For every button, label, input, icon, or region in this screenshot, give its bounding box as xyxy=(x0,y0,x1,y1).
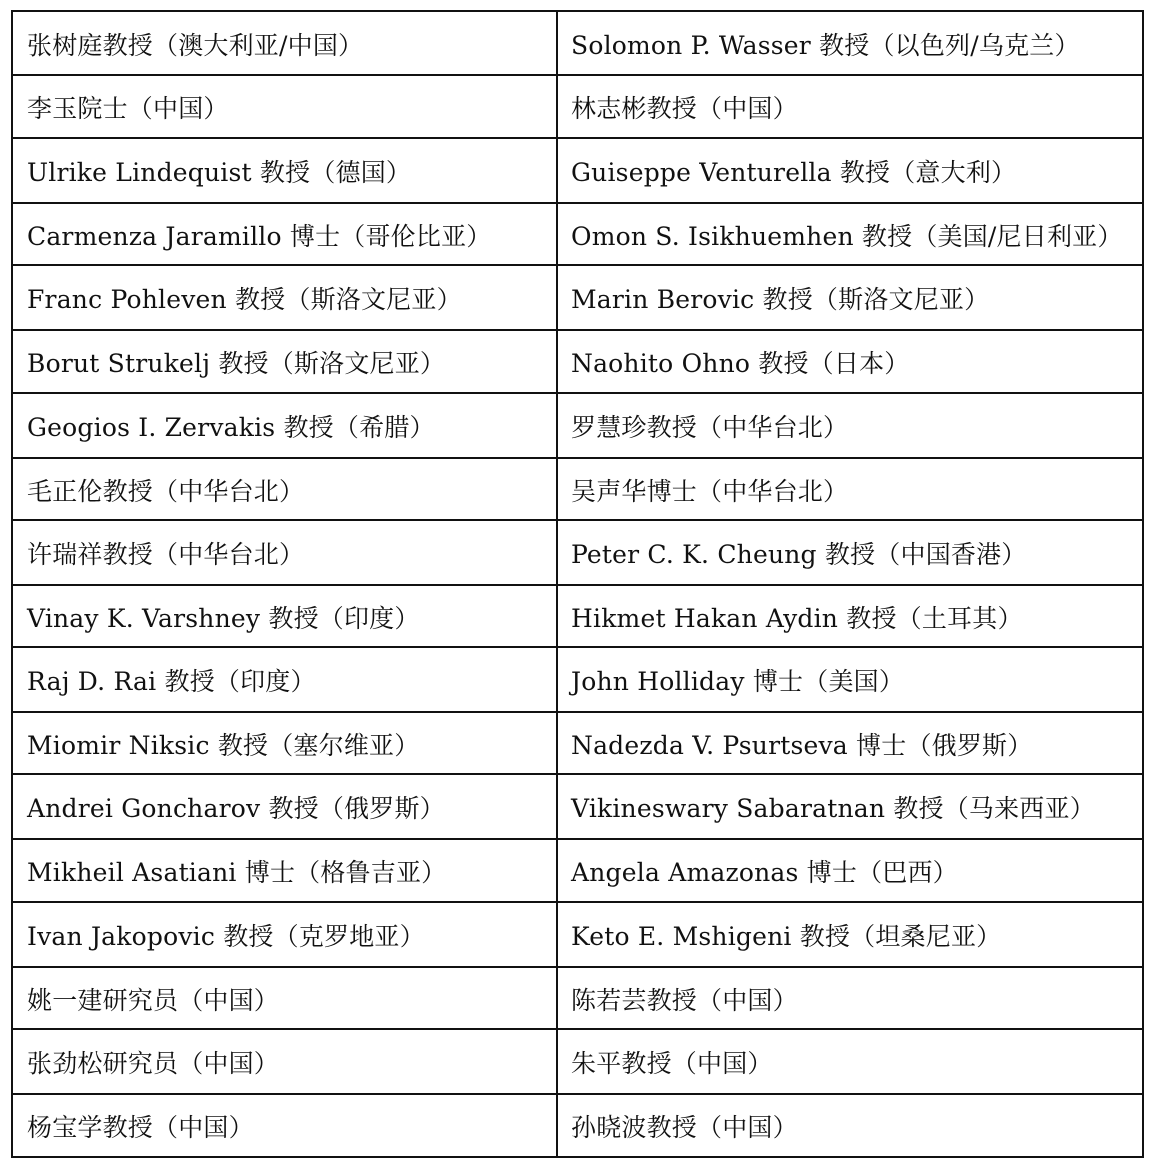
name-cell-left: Carmenza Jaramillo 博士（哥伦比亚） xyxy=(12,203,557,265)
name-cell-right: Peter C. K. Cheung 教授（中国香港） xyxy=(557,520,1143,585)
name-cell-left: 张劲松研究员（中国） xyxy=(12,1029,557,1094)
name-cell-left: 毛正伦教授（中华台北） xyxy=(12,458,557,520)
table-row xyxy=(12,967,1143,1029)
name-cell-left: Andrei Goncharov 教授（俄罗斯） xyxy=(12,774,557,839)
table-row xyxy=(12,393,1143,458)
name-cell-right: Marin Berovic 教授（斯洛文尼亚） xyxy=(557,265,1143,330)
name-cell-left: Ulrike Lindequist 教授（德国） xyxy=(12,138,557,203)
table-row xyxy=(12,774,1143,839)
name-cell-left: 许瑞祥教授（中华台北） xyxy=(12,520,557,585)
name-cell-right: John Holliday 博士（美国） xyxy=(557,647,1143,712)
name-cell-right: Hikmet Hakan Aydin 教授（土耳其） xyxy=(557,585,1143,647)
table-row xyxy=(12,330,1143,393)
name-cell-left: 李玉院士（中国） xyxy=(12,75,557,138)
name-cell-left: 张树庭教授（澳大利亚/中国） xyxy=(12,11,557,75)
name-cell-right: Guiseppe Venturella 教授（意大利） xyxy=(557,138,1143,203)
member-table-body xyxy=(12,11,1143,1157)
name-cell-right: 罗慧珍教授（中华台北） xyxy=(557,393,1143,458)
table-row xyxy=(12,712,1143,774)
name-cell-right: 孙晓波教授（中国） xyxy=(557,1094,1143,1157)
name-cell-left: Miomir Niksic 教授（塞尔维亚） xyxy=(12,712,557,774)
table-row xyxy=(12,75,1143,138)
table-row xyxy=(12,1029,1143,1094)
table-row xyxy=(12,203,1143,265)
name-cell-right: Naohito Ohno 教授（日本） xyxy=(557,330,1143,393)
name-cell-left: Vinay K. Varshney 教授（印度） xyxy=(12,585,557,647)
name-cell-left: Franc Pohleven 教授（斯洛文尼亚） xyxy=(12,265,557,330)
name-cell-left: 杨宝学教授（中国） xyxy=(12,1094,557,1157)
document-page xyxy=(11,10,1142,1158)
name-cell-left: 姚一建研究员（中国） xyxy=(12,967,557,1029)
table-row xyxy=(12,265,1143,330)
table-row xyxy=(12,11,1143,75)
table-row xyxy=(12,585,1143,647)
name-cell-right: Solomon P. Wasser 教授（以色列/乌克兰） xyxy=(557,11,1143,75)
name-cell-right: Angela Amazonas 博士（巴西） xyxy=(557,839,1143,902)
name-cell-left: Geogios I. Zervakis 教授（希腊） xyxy=(12,393,557,458)
name-cell-left: Raj D. Rai 教授（印度） xyxy=(12,647,557,712)
table-row xyxy=(12,520,1143,585)
table-row xyxy=(12,647,1143,712)
name-cell-right: Vikineswary Sabaratnan 教授（马来西亚） xyxy=(557,774,1143,839)
name-cell-right: 林志彬教授（中国） xyxy=(557,75,1143,138)
name-cell-right: Keto E. Mshigeni 教授（坦桑尼亚） xyxy=(557,902,1143,967)
name-cell-right: Omon S. Isikhuemhen 教授（美国/尼日利亚） xyxy=(557,203,1143,265)
table-row xyxy=(12,902,1143,967)
name-cell-right: Nadezda V. Psurtseva 博士（俄罗斯） xyxy=(557,712,1143,774)
name-cell-left: Ivan Jakopovic 教授（克罗地亚） xyxy=(12,902,557,967)
name-cell-left: Borut Strukelj 教授（斯洛文尼亚） xyxy=(12,330,557,393)
table-row xyxy=(12,458,1143,520)
name-cell-right: 陈若芸教授（中国） xyxy=(557,967,1143,1029)
table-row xyxy=(12,138,1143,203)
member-table xyxy=(11,10,1144,1158)
name-cell-right: 吴声华博士（中华台北） xyxy=(557,458,1143,520)
table-row xyxy=(12,839,1143,902)
table-row xyxy=(12,1094,1143,1157)
name-cell-left: Mikheil Asatiani 博士（格鲁吉亚） xyxy=(12,839,557,902)
name-cell-right: 朱平教授（中国） xyxy=(557,1029,1143,1094)
